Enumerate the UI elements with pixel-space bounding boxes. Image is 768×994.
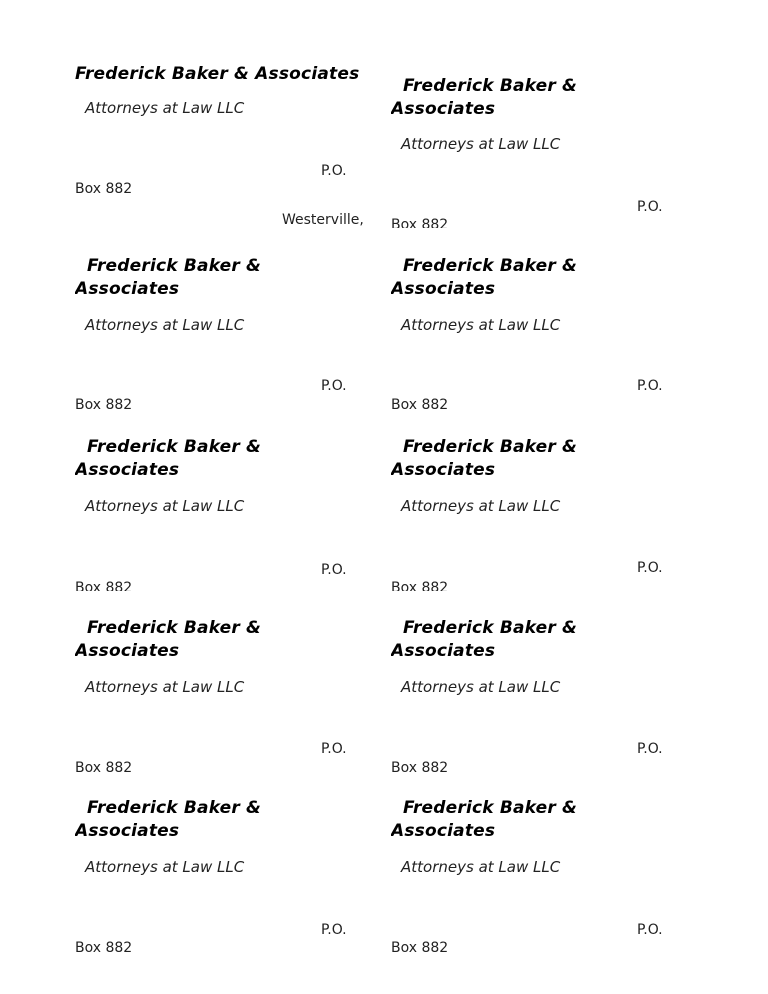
firm-name: Frederick Baker & Associates [391,256,578,299]
firm-name: Frederick Baker & Associates [75,798,262,841]
firm-name: Frederick Baker & Associates [75,437,262,480]
firm-tagline: Attorneys at Law LLC [401,316,561,334]
po-box-number: Box 882 [75,940,133,952]
firm-name: Frederick Baker & Associates [75,256,262,299]
firm-name: Frederick Baker & Associates [391,618,578,661]
po-label: P.O. [321,163,347,179]
address-label [75,431,375,591]
firm-name: Frederick Baker & Associates [391,76,578,119]
po-label: P.O. [321,378,347,394]
po-label: P.O. [637,378,663,394]
firm-name: Frederick Baker & Associates [391,798,578,841]
po-box-number: Box 882 [391,217,449,228]
po-label: P.O. [637,922,663,938]
firm-tagline: Attorneys at Law LLC [85,858,245,876]
firm-tagline: Attorneys at Law LLC [401,135,561,153]
address-label [75,60,375,231]
po-label: P.O. [637,741,663,757]
po-box-number: Box 882 [391,580,449,591]
firm-tagline: Attorneys at Law LLC [85,497,245,515]
firm-tagline: Attorneys at Law LLC [85,678,245,696]
po-box-number: Box 882 [75,397,133,411]
po-box-number: Box 882 [391,397,449,411]
firm-name: Frederick Baker & Associates [75,618,262,661]
po-label: P.O. [321,562,347,578]
address-label [75,792,375,952]
po-label: P.O. [637,560,663,576]
po-label: P.O. [321,741,347,757]
address-label [391,60,691,228]
address-label [391,431,691,591]
firm-tagline: Attorneys at Law LLC [85,99,245,117]
address-label [391,250,691,411]
po-box-number: Box 882 [75,580,133,591]
city-name: Westerville, [282,212,364,228]
firm-name: Frederick Baker & Associates [75,64,360,84]
po-box-number: Box 882 [391,760,449,772]
address-label [391,612,691,772]
po-box-number: Box 882 [75,760,133,772]
firm-tagline: Attorneys at Law LLC [401,497,561,515]
address-label [75,612,375,772]
po-label: P.O. [321,922,347,938]
firm-tagline: Attorneys at Law LLC [401,678,561,696]
po-box-number: Box 882 [391,940,449,952]
address-label [75,250,375,411]
firm-name: Frederick Baker & Associates [391,437,578,480]
po-box-number: Box 882 [75,181,133,197]
firm-tagline: Attorneys at Law LLC [401,858,561,876]
address-label [391,792,691,952]
firm-tagline: Attorneys at Law LLC [85,316,245,334]
po-label: P.O. [637,199,663,215]
